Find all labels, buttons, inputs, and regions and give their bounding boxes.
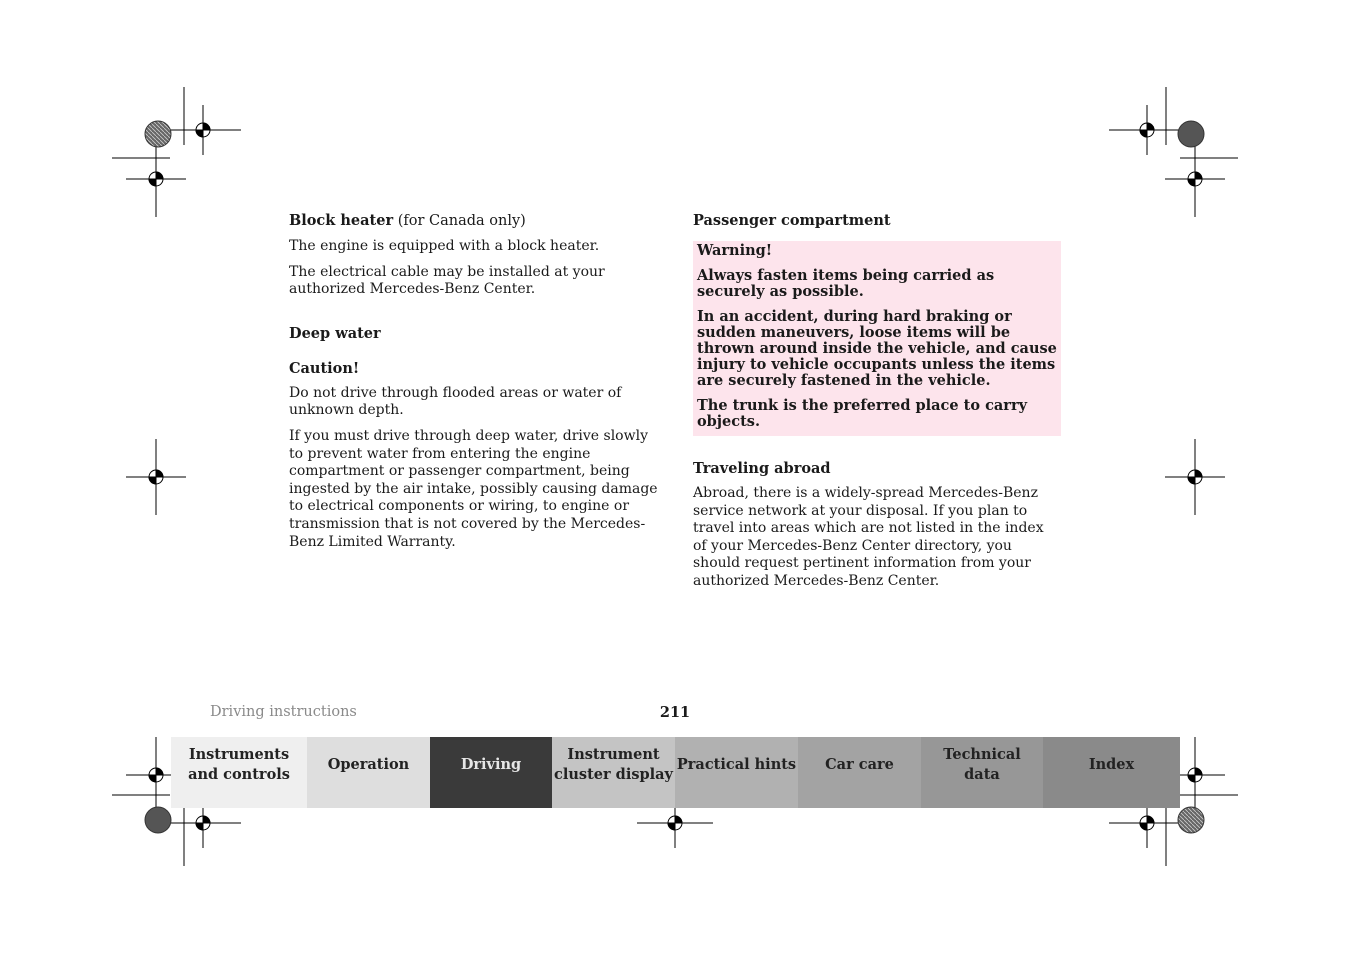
right-column: [693, 212, 1061, 599]
tab-instrument-cluster-display[interactable]: [552, 737, 675, 808]
warning-paragraph-3: The trunk is the preferred place to carry objects.: [697, 397, 1028, 430]
caution-heading: Caution!: [289, 359, 360, 377]
deep-water-paragraph-2: If you must drive through deep water, drive slowly to prevent water from entering the engine compartment or passenger compartment, being ingested by the air intake, possibly causing damage to electrical components or wiring, to engine or transmission that is not covered by the Mercedes-Benz Limited Warranty.: [289, 427, 658, 550]
tab-label-line1: Car care: [825, 755, 894, 773]
tab-label-line1: Instrument: [567, 745, 660, 763]
tab-label-line2: data: [964, 765, 1000, 783]
tab-driving[interactable]: [430, 737, 552, 808]
tab-label-line2: cluster display: [554, 765, 673, 783]
tab-label-line1: Index: [1088, 755, 1135, 773]
traveling-abroad-heading: Traveling abroad: [693, 460, 831, 477]
tab-practical-hints[interactable]: [675, 737, 798, 808]
block-heater-paragraph-1: The engine is equipped with a block heater.: [289, 238, 600, 254]
tab-car-care[interactable]: [798, 737, 921, 808]
warning-paragraph-2: In an accident, during hard braking or sudden maneuvers, loose items will be thrown around inside the vehicle, and cause injury to vehicle occupants unless the items are securely fastened in the vehicle.: [697, 308, 1057, 389]
tab-technical-data[interactable]: [921, 737, 1043, 808]
warning-title: Warning!: [697, 242, 773, 259]
block-heater-paragraph-2: The electrical cable may be installed at your authorized Mercedes-Benz Center.: [289, 263, 605, 298]
tab-label-line1: Driving: [460, 755, 522, 773]
warning-paragraph-1: Always fasten items being carried as securely as possible.: [697, 267, 995, 300]
block-heater-heading: Block heater (for Canada only): [289, 212, 526, 229]
passenger-compartment-heading: Passenger compartment: [693, 212, 891, 229]
tab-label-line1: Technical: [943, 745, 1021, 763]
tab-operation[interactable]: [307, 737, 430, 808]
deep-water-paragraph-1: Do not drive through flooded areas or water of unknown depth.: [289, 384, 622, 419]
chapter-tab-bar: [171, 737, 1180, 808]
warning-box: [693, 241, 1061, 436]
tab-label-line2: and controls: [188, 765, 290, 783]
section-label: Driving instructions: [210, 704, 357, 720]
tab-index[interactable]: [1043, 737, 1180, 808]
block-heater-note: (for Canada only): [393, 213, 526, 229]
tab-label-line1: Practical hints: [676, 755, 797, 773]
left-column: [289, 212, 659, 559]
page-number: 211: [659, 704, 691, 721]
deep-water-heading: Deep water: [289, 324, 381, 342]
tab-label-line1: Operation: [327, 755, 410, 773]
tab-label-line1: Instruments: [188, 745, 290, 763]
tab-instruments-and-controls[interactable]: [171, 737, 307, 808]
traveling-abroad-paragraph: Abroad, there is a widely-spread Mercedes-Benz service network at your disposal. If you plan to travel into areas which are not listed in the index of your Mercedes-Benz Center directory, you should request pertinent information from your authorized Mercedes-Benz Center.: [693, 485, 1044, 589]
